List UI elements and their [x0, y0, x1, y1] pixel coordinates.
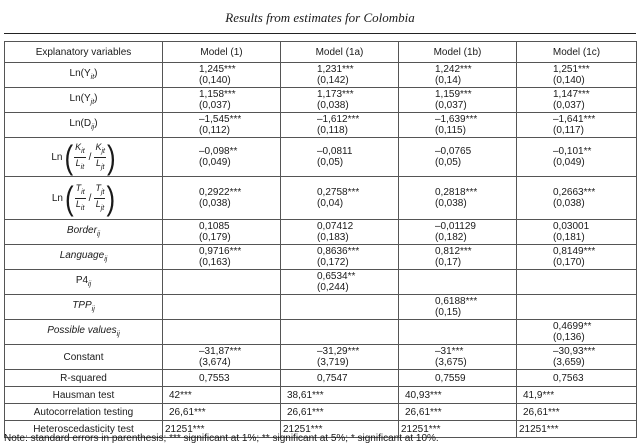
var-r-squared: R-squared: [5, 370, 163, 387]
var-language: Language$_{ij}$: [5, 245, 163, 270]
cell-empty: [281, 295, 399, 320]
cell: 0,9716*** (0,163): [163, 245, 281, 270]
header-row: [5, 42, 637, 63]
cell: 0,2663*** (0,038): [517, 177, 637, 220]
cell-empty: [517, 270, 637, 295]
cell: –0,01129 (0,182): [399, 220, 517, 245]
cell: –1,612*** (0,118): [281, 113, 399, 138]
var-p4: $P4_{ij}$: [5, 270, 163, 295]
table-row: [5, 88, 637, 113]
cell-empty: [163, 320, 281, 345]
header-variables: Explanatory variables: [5, 42, 163, 63]
cell: 1,242*** (0,14): [399, 63, 517, 88]
cell: 1,245*** (0,140): [163, 63, 281, 88]
cell: 1,251*** (0,140): [517, 63, 637, 88]
cell: 0,2758*** (0,04): [281, 177, 399, 220]
var-ln-tl-ratio: Ln ( $T_{it}$ $L_{it}$ / $T_{jt}$ $L_{jt}$ ): [5, 177, 163, 220]
table-row: [5, 295, 637, 320]
cell: 0,2818*** (0,038): [399, 177, 517, 220]
top-rule: [4, 33, 636, 34]
table-row: [5, 63, 637, 88]
cell: –0,098** (0,049): [163, 138, 281, 177]
cell: 0,2922*** (0,038): [163, 177, 281, 220]
table-row: [5, 220, 637, 245]
header-model-1: Model (1): [163, 42, 281, 63]
cell: 26,61***: [399, 404, 517, 421]
var-ln-dij: $Ln(D_{ij})$: [5, 113, 163, 138]
cell: 1,147*** (0,037): [517, 88, 637, 113]
cell: 1,158*** (0,037): [163, 88, 281, 113]
cell: –0,101** (0,049): [517, 138, 637, 177]
cell: 21251***: [399, 421, 517, 438]
table-row: [5, 345, 637, 370]
cell: 21251***: [517, 421, 637, 438]
cell: 0,7559: [399, 370, 517, 387]
table-row: [5, 138, 637, 177]
var-ln-kl-ratio: Ln ( $K_{it}$ $L_{it}$ / $K_{jt}$ $L_{jt}$ ): [5, 138, 163, 177]
cell: 0,7553: [163, 370, 281, 387]
cell: 26,61***: [517, 404, 637, 421]
cell-empty: [163, 270, 281, 295]
footnote: Note: standard errors in parenthesis; *** significant at 1%; ** significant at 5%; * significant at 10%.: [4, 433, 439, 444]
cell: 0,8636*** (0,172): [281, 245, 399, 270]
var-constant: Constant: [5, 345, 163, 370]
var-tpp: $TPP_{ij}$: [5, 295, 163, 320]
var-ln-yjt: $Ln(Y_{jt})$: [5, 88, 163, 113]
cell: 0,6534** (0,244): [281, 270, 399, 295]
cell: –0,0811 (0,05): [281, 138, 399, 177]
cell: 0,7563: [517, 370, 637, 387]
cell: 0,7547: [281, 370, 399, 387]
cell: –31*** (3,675): [399, 345, 517, 370]
cell-empty: [281, 320, 399, 345]
var-hausman: Hausman test: [5, 387, 163, 404]
cell: 1,173*** (0,038): [281, 88, 399, 113]
header-model-1a: Model (1a): [281, 42, 399, 63]
cell: 42***: [163, 387, 281, 404]
cell: –30,93*** (3,659): [517, 345, 637, 370]
table-row: [5, 387, 637, 404]
results-table: [4, 41, 637, 438]
cell: 40,93***: [399, 387, 517, 404]
cell-empty: [163, 295, 281, 320]
var-autocorrelation: Autocorrelation testing: [5, 404, 163, 421]
cell: 21251***: [163, 421, 281, 438]
cell: 38,61***: [281, 387, 399, 404]
var-ln-yit: $Ln(Y_{it})$: [5, 63, 163, 88]
var-possible-values: Possible values$_{ij}$: [5, 320, 163, 345]
cell: 0,6188*** (0,15): [399, 295, 517, 320]
cell: –0,0765 (0,05): [399, 138, 517, 177]
cell: 26,61***: [281, 404, 399, 421]
cell: –1,639*** (0,115): [399, 113, 517, 138]
cell: 0,4699** (0,136): [517, 320, 637, 345]
cell: –31,87*** (3,674): [163, 345, 281, 370]
cell-empty: [517, 295, 637, 320]
cell: 1,159*** (0,037): [399, 88, 517, 113]
header-model-1b: Model (1b): [399, 42, 517, 63]
cell-empty: [399, 320, 517, 345]
cell-empty: [399, 270, 517, 295]
table-row: [5, 270, 637, 295]
cell: 41,9***: [517, 387, 637, 404]
cell: 0,812*** (0,17): [399, 245, 517, 270]
table-row: [5, 320, 637, 345]
cell: –1,545*** (0,112): [163, 113, 281, 138]
cell: –31,29*** (3,719): [281, 345, 399, 370]
table-row: [5, 177, 637, 220]
var-border: Border$_{ij}$: [5, 220, 163, 245]
cell: –1,641*** (0,117): [517, 113, 637, 138]
table-row: [5, 404, 637, 421]
cell: 21251***: [281, 421, 399, 438]
header-model-1c: Model (1c): [517, 42, 637, 63]
cell: 0,03001 (0,181): [517, 220, 637, 245]
cell: 0,8149*** (0,170): [517, 245, 637, 270]
cell: 0,07412 (0,183): [281, 220, 399, 245]
table-title: Results from estimates for Colombia: [225, 10, 415, 25]
cell: 1,231*** (0,142): [281, 63, 399, 88]
table-row: [5, 245, 637, 270]
var-heteroscedasticity: Heteroscedasticity test: [5, 421, 163, 438]
cell: 26,61***: [163, 404, 281, 421]
cell: 0,1085 (0,179): [163, 220, 281, 245]
table-row: [5, 113, 637, 138]
table-row: [5, 370, 637, 387]
